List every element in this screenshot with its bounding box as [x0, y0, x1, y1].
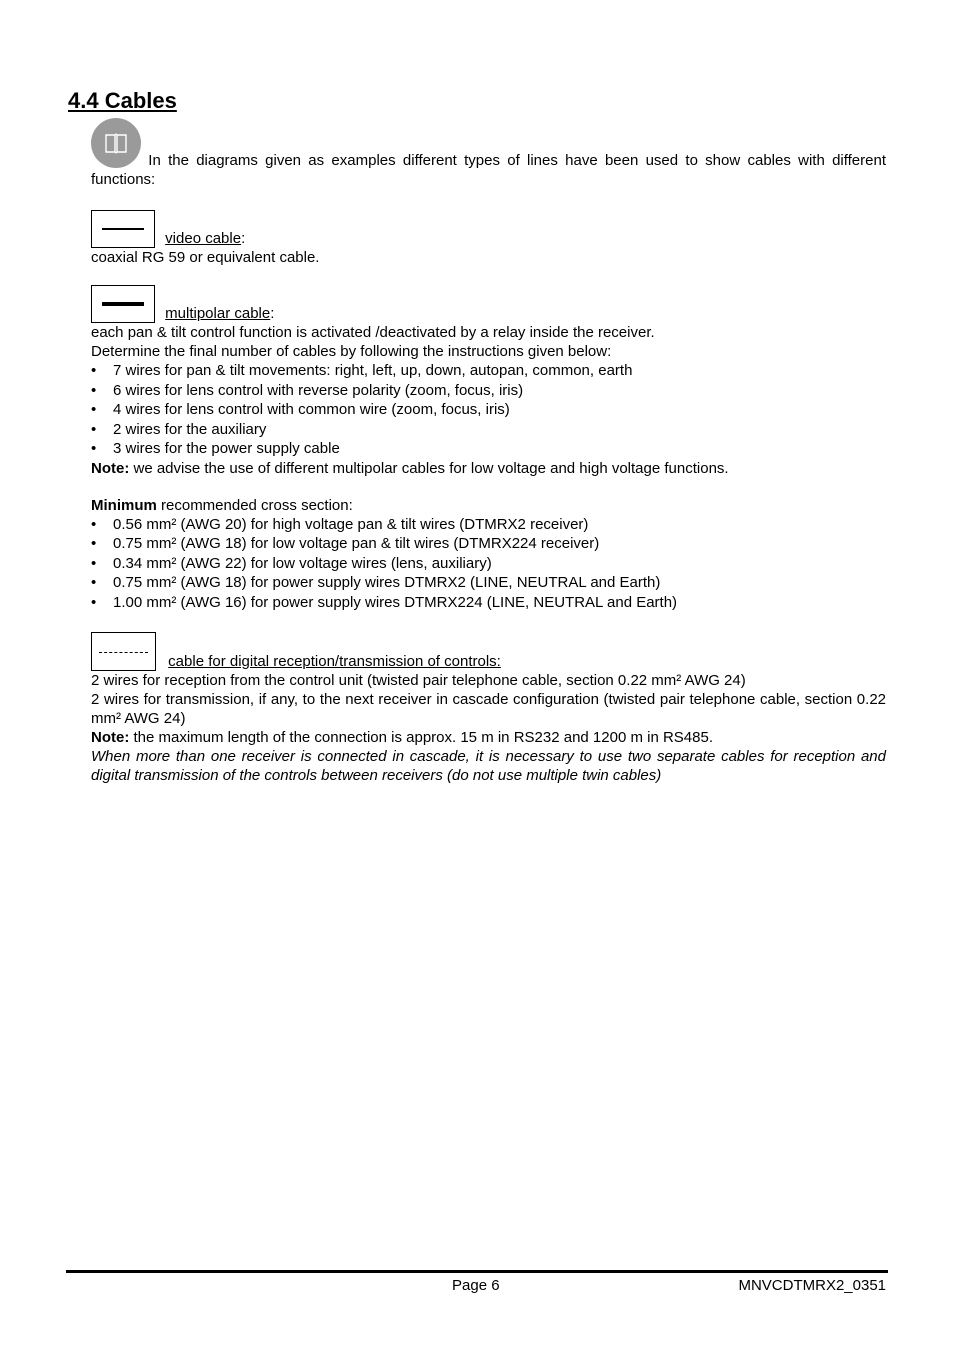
thick-line-icon: [102, 302, 144, 306]
digital-line-1: 2 wires for reception from the control unit (twisted pair telephone cable, section 0.22 mm² AWG 24): [91, 672, 746, 689]
digital-cable-label: cable for digital reception/transmission of controls:: [168, 653, 501, 670]
video-cable-label: video cable: [165, 230, 242, 247]
digital-cable-symbol: [91, 632, 156, 671]
multipolar-line-1: each pan & tilt control function is activated /deactivated by a relay inside the receiver.: [91, 324, 655, 341]
note-text: the maximum length of the connection is approx. 15 m in RS232 and 1200 m in RS485.: [129, 729, 713, 746]
spacer: [91, 478, 886, 496]
intro-paragraph: [91, 118, 886, 189]
multipolar-line-2: Determine the final number of cables by following the instructions given below:: [91, 343, 612, 360]
thin-line-icon: [102, 228, 144, 230]
list-item: • 1.00 mm² (AWG 16) for power supply wires DTMRX224 (LINE, NEUTRAL and Earth): [91, 593, 886, 613]
multipolar-cable-label: multipolar cable: [165, 305, 271, 322]
video-cable-description: coaxial RG 59 or equivalent cable.: [91, 249, 320, 266]
list-item: • 0.75 mm² (AWG 18) for power supply wires DTMRX2 (LINE, NEUTRAL and Earth): [91, 573, 886, 593]
footer-rule: [66, 1270, 888, 1273]
list-item: • 0.75 mm² (AWG 18) for low voltage pan & tilt wires (DTMRX224 receiver): [91, 534, 886, 554]
digital-line-2: 2 wires for transmission, if any, to the next receiver in cascade configuration (twisted pair telephone cable, section 0.22 mm² AWG 24): [91, 691, 886, 727]
note-label: Note:: [91, 729, 130, 746]
section-heading: 4.4 Cables: [68, 88, 177, 113]
minimum-label: Minimum: [91, 496, 157, 514]
multipolar-cable-colon: :: [270, 305, 275, 322]
list-item: • 2 wires for the auxiliary: [91, 420, 886, 440]
note-text: we advise the use of different multipolar cables for low voltage and high voltage functions.: [129, 459, 729, 477]
cross-section-text: recommended cross section:: [156, 496, 353, 514]
video-cable-row: [91, 210, 886, 248]
digital-cable-row: [91, 632, 886, 671]
list-item: • 0.34 mm² (AWG 22) for low voltage wires (lens, auxiliary): [91, 554, 886, 574]
cross-section-heading: [91, 496, 886, 515]
book-icon: [91, 118, 141, 168]
cascade-warning: When more than one receiver is connected in cascade, it is necessary to use two separate cables for reception and digital transmission of the controls between receivers (do not use multiple twin cables): [91, 748, 886, 784]
dashed-line-icon: [99, 652, 148, 653]
note-label: Note:: [91, 459, 130, 477]
cross-section-bullet-list: [91, 515, 886, 613]
multipolar-note: [91, 459, 886, 478]
list-item: • 4 wires for lens control with common wire (zoom, focus, iris): [91, 400, 886, 420]
multipolar-cable-symbol: [91, 285, 155, 323]
list-item: • 7 wires for pan & tilt movements: right, left, up, down, autopan, common, earth: [91, 361, 886, 381]
page-number: Page 6: [452, 1277, 500, 1294]
multipolar-cable-row: [91, 285, 886, 323]
multipolar-bullet-list: [91, 361, 886, 459]
list-item: • 0.56 mm² (AWG 20) for high voltage pan & tilt wires (DTMRX2 receiver): [91, 515, 886, 535]
digital-note: [91, 728, 886, 747]
video-cable-symbol: [91, 210, 155, 248]
intro-text: In the diagrams given as examples different types of lines have been used to show cables with different functions:: [91, 152, 886, 188]
section-content: [91, 118, 886, 785]
list-item: • 6 wires for lens control with reverse polarity (zoom, focus, iris): [91, 381, 886, 401]
video-cable-colon: :: [241, 230, 246, 247]
list-item: • 3 wires for the power supply cable: [91, 439, 886, 459]
document-code: MNVCDTMRX2_0351: [738, 1277, 886, 1294]
